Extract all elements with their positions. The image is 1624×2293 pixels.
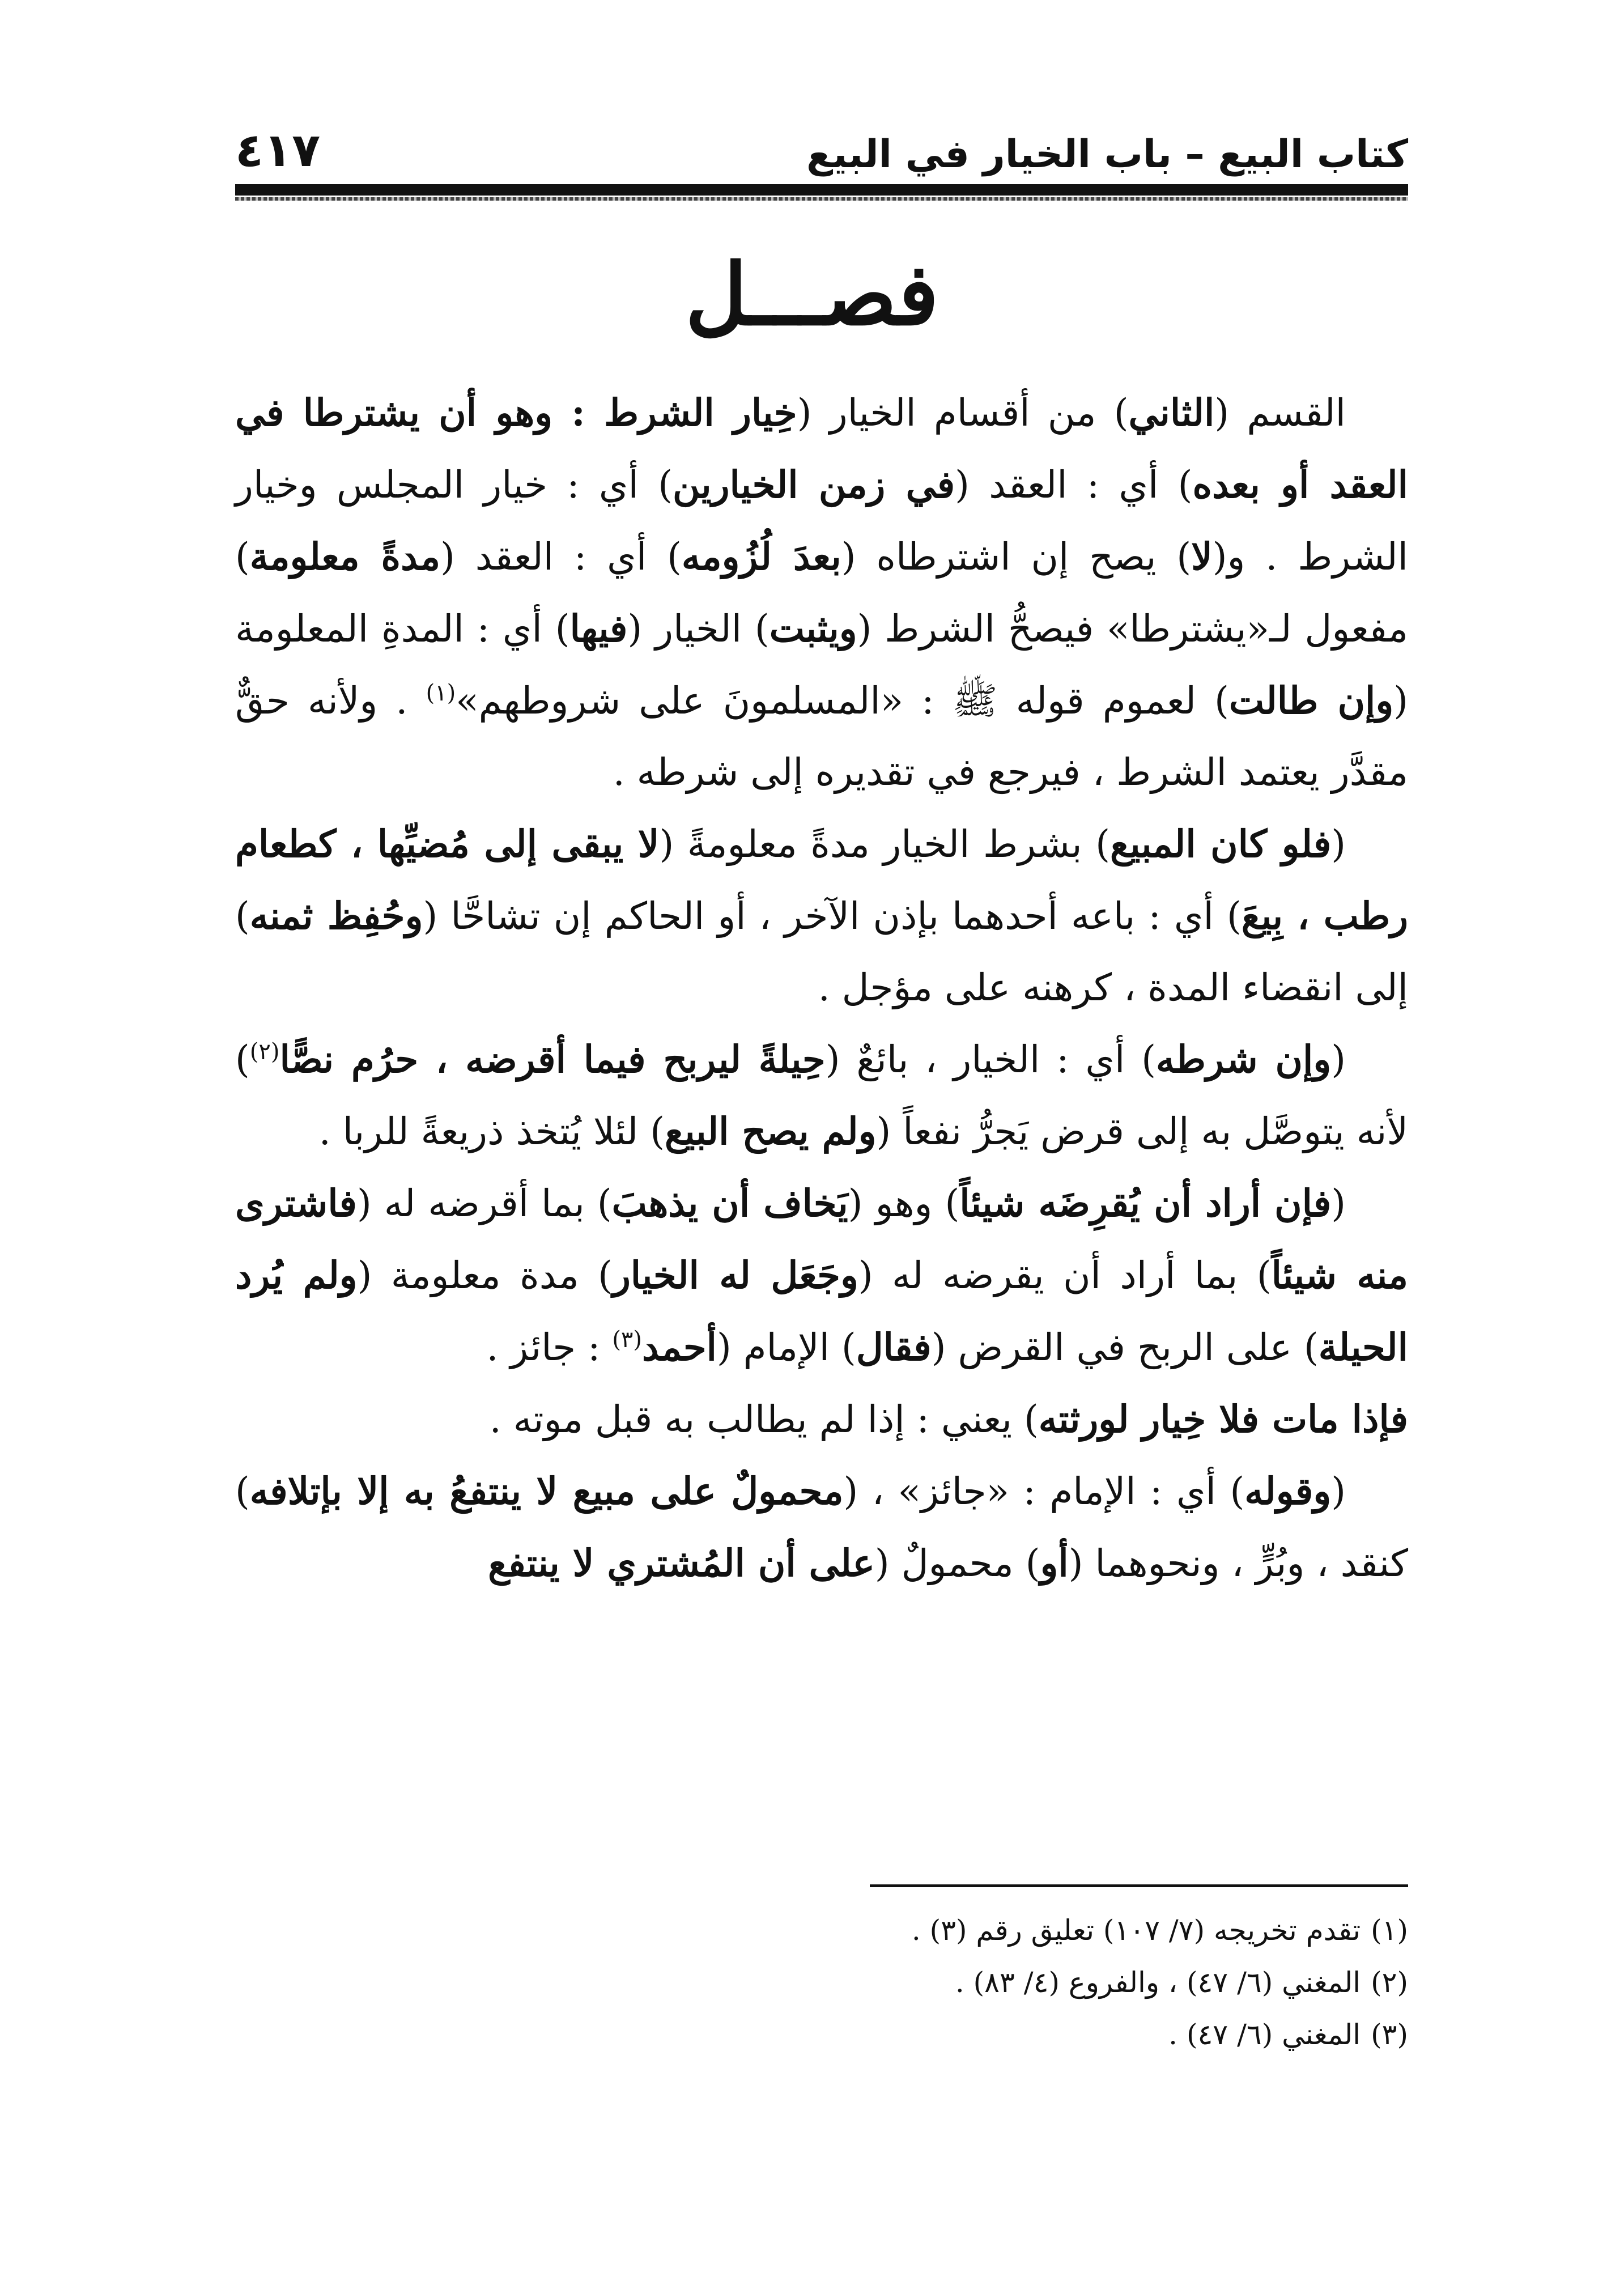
footnote-text: المغني (٦/ ٤٧) . — [1168, 2018, 1361, 2051]
paragraph — [235, 1024, 1408, 1167]
matn-text: مدةً معلومة — [249, 534, 441, 579]
sharh-text: ( — [1331, 1470, 1346, 1513]
sharh-text: القسم ( — [1214, 391, 1346, 435]
sharh-text: ) أي : العقد ( — [955, 463, 1193, 507]
footnote-item — [235, 1956, 1408, 2009]
paragraph — [235, 808, 1408, 1024]
sharh-text: ) أي : باعه أحدهما بإذن الآخر ، أو الحاكم إن تشاحَّا ( — [423, 894, 1242, 938]
footnotes — [235, 1904, 1408, 2061]
matn-text: على أن المُشتري لا ينتفع — [488, 1541, 875, 1585]
sharh-text: ) محمولٌ ( — [874, 1542, 1040, 1585]
running-title: كتاب البيع – باب الخيار في البيع — [806, 132, 1408, 177]
footnote-marker: (٣) — [612, 1327, 643, 1353]
page-number: ٤١٧ — [235, 124, 321, 177]
matn-text: يَخاف أن يذهبَ — [611, 1181, 848, 1225]
matn-text: لا — [1191, 534, 1213, 579]
matn-text: وقوله — [1244, 1469, 1332, 1513]
sharh-text: ) كنقد ، وبُرٍّ ، ونحوهما ( — [235, 1470, 1408, 1585]
sharh-text: ) مفعول لـ«يشترطا» فيصحُّ الشرط ( — [235, 535, 1408, 651]
matn-text: أو — [1040, 1541, 1069, 1585]
matn-text: وحُفِظ ثمنه — [249, 894, 423, 938]
sharh-text: ) يعني : إذا لم يطالب به قبل موته . — [489, 1398, 1039, 1441]
paragraph — [235, 1455, 1408, 1599]
matn-text: فيها — [569, 606, 628, 651]
sharh-text: ) لأنه يتوصَّل به إلى قرض يَجرُّ نفعاً ( — [235, 1038, 1408, 1153]
body-text — [235, 377, 1408, 1599]
sharh-text: ) على الربح في القرض ( — [931, 1326, 1319, 1369]
matn-text: فإن أراد أن يُقرِضَه شيئاً — [959, 1181, 1332, 1225]
matn-text: وإن شرطه — [1156, 1037, 1332, 1081]
matn-text: ولم يصح البيع — [665, 1109, 877, 1153]
sharh-text: ( — [1331, 1182, 1346, 1225]
paragraph — [235, 1383, 1408, 1455]
matn-text: بعدَ لُزُومه — [681, 534, 841, 579]
matn-text: ولم يُرد الحيلة — [235, 1253, 1408, 1369]
sharh-text: ( — [1331, 822, 1346, 866]
sharh-text: ) الإمام ( — [716, 1326, 856, 1369]
sharh-text: ) مدة معلومة ( — [357, 1254, 613, 1297]
sharh-text: ) لئلا يُتخذ ذريعةً للربا . — [318, 1110, 665, 1153]
matn-text: محمولٌ على مبيع لا ينتفعُ به إلا بإتلافه — [249, 1469, 844, 1513]
matn-text: فقال — [856, 1325, 932, 1369]
sharh-text: ) أي : المدةِ المعلومة ( — [235, 607, 1409, 723]
footnote-number: (١) — [1371, 1914, 1408, 1947]
footnote-marker: (٢) — [249, 1039, 280, 1065]
footnote-separator — [870, 1884, 1408, 1887]
matn-text: حِيلةً ليربح فيما أقرضه ، حرُم نصًّا — [279, 1037, 826, 1081]
footnote-item — [235, 2009, 1408, 2061]
matn-text: خِيار الشرط : وهو أن يشترطا في العقد أو بعده — [235, 390, 1408, 507]
sharh-text: ) أي : الإمام : «جائز» ، ( — [843, 1470, 1245, 1513]
paragraph — [235, 1167, 1408, 1383]
sharh-text: ) من أقسام الخيار ( — [797, 391, 1129, 435]
paragraph — [235, 377, 1408, 808]
footnote-text: المغني (٦/ ٤٧) ، والفروع (٤/ ٨٣) . — [955, 1966, 1361, 1999]
matn-text: في زمن الخيارين — [672, 462, 955, 507]
header-rule-thin — [235, 197, 1408, 201]
sharh-text: ) لعموم قوله ﷺ : «المسلمونَ على شروطهم» — [456, 679, 1229, 723]
footnote-number: (٣) — [1371, 2018, 1408, 2051]
section-heading: فصـــل — [685, 245, 939, 345]
sharh-text: . ولأنه حقٌّ مقدَّر يعتمد الشرط ، فيرجع في تقديره إلى شرطه . — [235, 679, 1408, 794]
matn-text: أحمد — [642, 1325, 717, 1369]
footnote-item — [235, 1904, 1408, 1956]
footnote-marker: (١) — [426, 680, 456, 706]
header-rule-thick — [235, 184, 1408, 196]
matn-text: وجَعَل له الخيار — [612, 1253, 858, 1297]
sharh-text: ) الخيار ( — [627, 607, 770, 651]
sharh-text: : جائز . — [486, 1326, 613, 1369]
matn-text: فاشترى منه شيئاً — [235, 1181, 1409, 1297]
sharh-text: ) بما أراد أن يقرضه له ( — [858, 1254, 1272, 1297]
matn-text: لا يبقى إلى مُضيِّها ، كطعام رطب ، بِيعَ — [235, 822, 1408, 938]
sharh-text: ) إلى انقضاء المدة ، كرهنه على مؤجل . — [235, 894, 1408, 1009]
matn-text: الثاني — [1128, 390, 1215, 435]
sharh-text: ) بشرط الخيار مدةً معلومةً ( — [659, 822, 1111, 866]
matn-text: فإذا مات فلا خِيار لورثته — [1038, 1397, 1408, 1441]
footnote-number: (٢) — [1371, 1966, 1408, 1999]
sharh-text: ) أي : العقد ( — [440, 535, 682, 579]
sharh-text: ) وهو ( — [848, 1182, 960, 1225]
sharh-text: ) أي : خيار المجلس وخيار الشرط . و( — [235, 463, 1408, 579]
matn-text: وإن طالت — [1228, 678, 1394, 723]
matn-text: فلو كان المبيع — [1110, 822, 1332, 866]
sharh-text: ) يصح إن اشترطاه ( — [841, 535, 1192, 579]
running-header — [235, 122, 1408, 184]
sharh-text: ) بما أقرضه له ( — [356, 1182, 612, 1225]
matn-text: ويثبت — [769, 606, 857, 651]
footnote-text: تقدم تخريجه (٧/ ١٠٧) تعليق رقم (٣) . — [911, 1914, 1361, 1947]
sharh-text: ( — [1331, 1038, 1346, 1081]
sharh-text: ) أي : الخيار ، بائعٌ ( — [825, 1038, 1157, 1081]
